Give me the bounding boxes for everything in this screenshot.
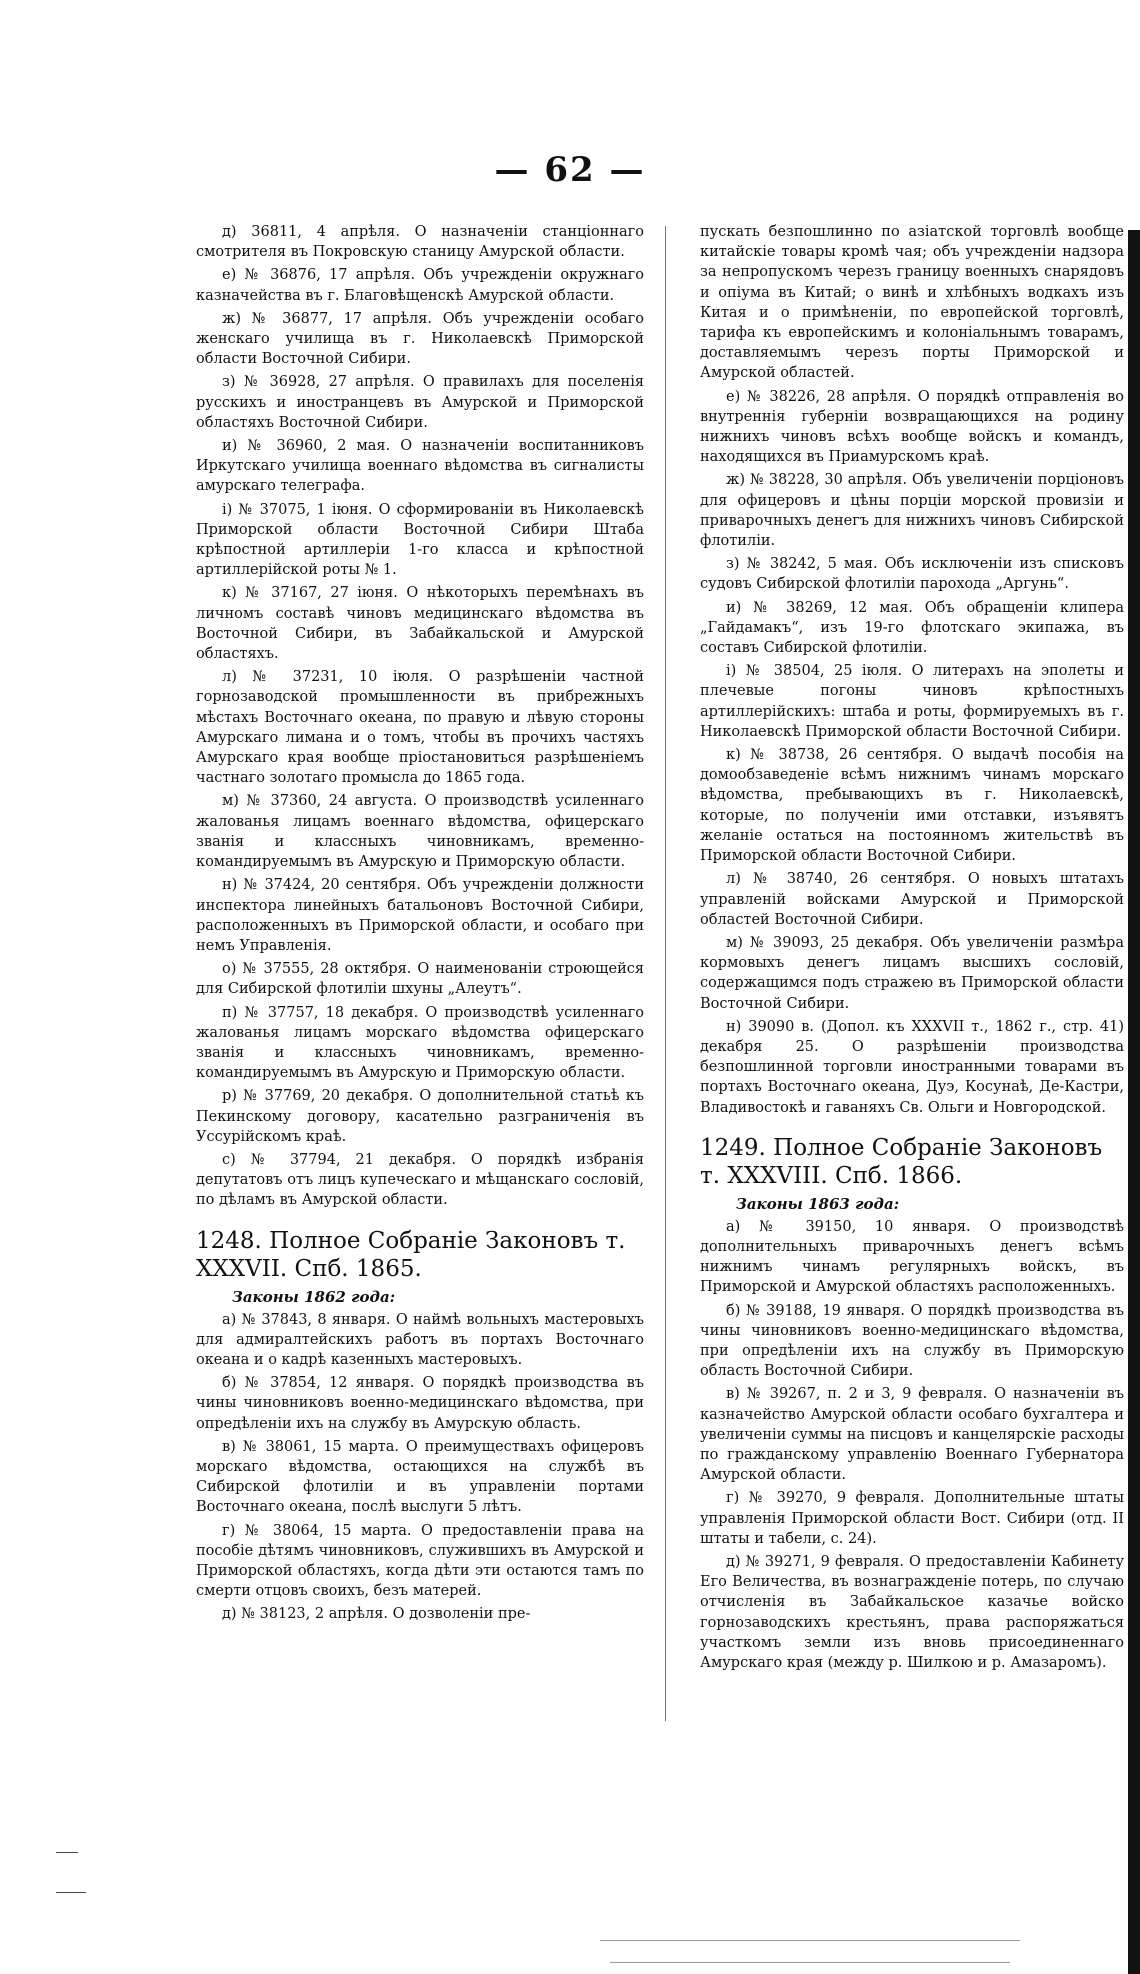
decree-continuation: пускать безпошлинно по азіатской торговлѣ вообще китайскіе товары кромѣ чая; объ учрежденіи надзора за непропускомъ черезъ границу военныхъ снарядовъ и опіума въ Китай; о винѣ и хлѣбныхъ водкахъ изъ Китая и о примѣненіи, по европейской торговлѣ, тарифа къ европейскимъ и колоніальнымъ товарамъ, доставляемымъ черезъ порты Приморской и Амурской областей. (700, 224, 1124, 382)
decree-entry: і) № 38504, 25 іюля. О литерахъ на эполеты и плечевые погоны чиновъ крѣпостныхъ артиллерійскихъ: штаба и роты, формируемыхъ въ г. Николаевскѣ Приморской области Восточной Сибири. (700, 663, 1124, 740)
decree-entry: ж) № 38228, 30 апрѣля. Объ увеличеніи порціоновъ для офицеровъ и цѣны порціи морской провизіи и приварочныхъ денегъ для нижнихъ чиновъ Сибирской флотиліи. (700, 472, 1124, 550)
scan-page-edge (1128, 230, 1140, 1974)
decree-entry: ж) № 36877, 17 апрѣля. Объ учрежденіи особаго женскаго училища въ г. Николаевскѣ Приморской области Восточной Сибири. (196, 310, 644, 368)
decree-entry: с) № 37794, 21 декабря. О порядкѣ избранія депутатовъ отъ лицъ купеческаго и мѣщанскаго сословій, по дѣламъ въ Амурской области. (196, 1151, 644, 1209)
decree-entry: з) № 38242, 5 мая. Объ исключеніи изъ списковъ судовъ Сибирской флотиліи парохода „Аргунь“. (700, 556, 1124, 593)
right-column (700, 222, 1124, 1676)
decree-entry: л) № 38740, 26 сентября. О новыхъ штатахъ управленій войсками Амурской и Приморской областей Восточной Сибири. (700, 871, 1124, 928)
section-heading-1249: 1249. Полное Собраніе Законовъ т. XXXVIII. Спб. 1866. (700, 1134, 1103, 1189)
decree-entry: з) № 36928, 27 апрѣля. О правилахъ для поселенія русскихъ и иностранцевъ въ Амурской и Приморской областяхъ Восточной Сибири. (196, 374, 644, 431)
scan-bottom-line (610, 1962, 1010, 1963)
left-column (196, 222, 644, 1628)
decree-entry: о) № 37555, 28 октября. О наименованіи строющейся для Сибирской флотиліи шхуны „Алеутъ“. (196, 961, 644, 998)
scan-margin-line (56, 1892, 86, 1893)
decree-entry: в) № 38061, 15 марта. О преимуществахъ офицеровъ морскаго вѣдомства, остающихся на службѣ въ Сибирской флотиліи и въ управленіи портами Восточнаго океана, послѣ выслуги 5 лѣтъ. (196, 1438, 644, 1516)
section-subheading-1249: Законы 1863 года: (736, 1194, 900, 1213)
decree-entry: п) № 37757, 18 декабря. О производствѣ усиленнаго жалованья лицамъ морскаго вѣдомства офицерскаго званія и классныхъ чиновникамъ, временно-командируемымъ въ Амурскую и Приморскую области. (196, 1004, 644, 1082)
decree-entry: а) № 39150, 10 января. О производствѣ дополнительныхъ приварочныхъ денегъ всѣмъ нижнимъ чинамъ регулярныхъ войскъ, въ Приморской и Амурской областяхъ расположенныхъ. (700, 1218, 1124, 1296)
decree-entry: г) № 38064, 15 марта. О предоставленіи права на пособіе дѣтямъ чиновниковъ, служившихъ въ Амурской и Приморской областяхъ, когда дѣти эти остаются тамъ по смерти отцовъ своихъ, безъ матерей. (196, 1522, 644, 1600)
scan-margin-line (56, 1852, 78, 1853)
decree-entry: н) 39090 в. (Допол. къ XXXVII т., 1862 г., стр. 41) декабря 25. О разрѣшеніи производства безпошлинной торговли иностранными товарами въ портахъ Восточнаго океана, Дуэ, Косунаѣ, Де-Кастри, Владивостокѣ и гаваняхъ Св. Ольги и Новгородской. (700, 1018, 1124, 1116)
decree-entry: м) № 37360, 24 августа. О производствѣ усиленнаго жалованья лицамъ военнаго вѣдомства, офицерскаго званія и классныхъ чиновникамъ, временно-командируемымъ въ Амурскую и Приморскую области. (196, 793, 644, 871)
decree-entry: і) № 37075, 1 іюня. О сформированіи въ Николаевскѣ Приморской области Восточной Сибири Штаба крѣпостной артиллеріи 1-го класса и крѣпостной артиллерійской роты № 1. (196, 501, 644, 579)
decree-entry: к) № 38738, 26 сентября. О выдачѣ пособія на домообзаведеніе всѣмъ нижнимъ чинамъ морскаго вѣдомства, пребывающихъ въ г. Николаевскѣ, которые, по полученіи ими отставки, изъявятъ желаніе остаться на постоянномъ жительствѣ въ Приморской области Восточной Сибири. (700, 747, 1124, 865)
page-number: — 62 — (494, 150, 646, 190)
decree-entry: г) № 39270, 9 февраля. Дополнительные штаты управленія Приморской области Вост. Сибири (отд. II штаты и табели, с. 24). (700, 1490, 1124, 1547)
decree-entry: д) № 38123, 2 апрѣля. О дозволеніи пре- (222, 1606, 531, 1623)
decree-entry: и) № 36960, 2 мая. О назначеніи воспитанниковъ Иркутскаго училища военнаго вѣдомства въ сигналисты амурскаго телеграфа. (196, 438, 644, 495)
decree-entry: а) № 37843, 8 января. О наймѣ вольныхъ мастеровыхъ для адмиралтейскихъ работъ въ портахъ Восточнаго океана и о кадрѣ казенныхъ мастеровыхъ. (196, 1311, 644, 1368)
column-divider (665, 226, 666, 1721)
decree-entry: м) № 39093, 25 декабря. Объ увеличеніи размѣра кормовыхъ денегъ лицамъ высшихъ сословій, содержащимся подъ стражею въ Приморской области Восточной Сибири. (700, 934, 1124, 1012)
decree-entry: е) № 38226, 28 апрѣля. О порядкѣ отправленія во внутреннія губерніи возвращающихся на родину нижнихъ чиновъ всѣхъ вообще войскъ и командъ, находящихся въ Приамурскомъ краѣ. (700, 388, 1124, 466)
decree-entry: д) 36811, 4 апрѣля. О назначеніи станціоннаго смотрителя въ Покровскую станицу Амурской области. (196, 224, 644, 261)
decree-entry: и) № 38269, 12 мая. Объ обращеніи клипера „Гайдамакъ“, изъ 19-го флотскаго экипажа, въ составъ Сибирской флотиліи. (700, 599, 1124, 657)
decree-entry: л) № 37231, 10 іюля. О разрѣшеніи частной горнозаводской промышленности въ прибрежныхъ мѣстахъ Восточнаго океана, по правую и лѣвую стороны Амурскаго лимана и о томъ, чтобы въ прочихъ частяхъ Амурскаго края вообще пріостановиться разрѣшеніемъ частнаго золотаго промысла до 1865 года. (196, 669, 644, 787)
decree-entry: б) № 39188, 19 января. О порядкѣ производства въ чины чиновниковъ военно-медицинскаго вѣдомства, при опредѣленіи ихъ на службу въ Приморскую область Восточной Сибири. (700, 1302, 1124, 1380)
decree-entry: б) № 37854, 12 января. О порядкѣ производства въ чины чиновниковъ военно-медицинскаго вѣдомства, при опредѣленіи ихъ на службу въ Амурскую область. (196, 1375, 644, 1432)
decree-entry: р) № 37769, 20 декабря. О дополнительной статьѣ къ Пекинскому договору, касательно разграниченія въ Уссурійскомъ краѣ. (196, 1088, 644, 1145)
decree-entry: к) № 37167, 27 іюня. О нѣкоторыхъ перемѣнахъ въ личномъ составѣ чиновъ медицинскаго вѣдомства въ Восточной Сибири, въ Забайкальской и Амурской областяхъ. (196, 585, 644, 663)
section-heading-1248: 1248. Полное Собраніе Законовъ т. XXXVII. Спб. 1865. (196, 1227, 626, 1282)
decree-entry: в) № 39267, п. 2 и 3, 9 февраля. О назначеніи въ казначейство Амурской области особаго бухгалтера и увеличеніи суммы на писцовъ и канцелярскіе расходы по гражданскому управленію Военнаго Губернатора Амурской области. (700, 1386, 1124, 1484)
decree-entry: д) № 39271, 9 февраля. О предоставленіи Кабинету Его Величества, въ вознагражденіе потерь, по случаю отчисленія въ Забайкальское казачье войско горнозаводскихъ крестьянъ, права распоряжаться участкомъ земли изъ вновь присоединеннаго Амурскаго края (между р. Шилкою и р. Амазаромъ). (700, 1553, 1124, 1671)
decree-entry: е) № 36876, 17 апрѣля. Объ учрежденіи окружнаго казначейства въ г. Благовѣщенскѣ Амурской области. (196, 267, 644, 304)
decree-entry: н) № 37424, 20 сентября. Объ учрежденіи должности инспектора линейныхъ батальоновъ Восточной Сибири, расположенныхъ въ Приморской области, и особаго при немъ Управленія. (196, 877, 644, 954)
scan-bottom-line (600, 1940, 1020, 1941)
section-subheading-1248: Законы 1862 года: (232, 1287, 396, 1306)
